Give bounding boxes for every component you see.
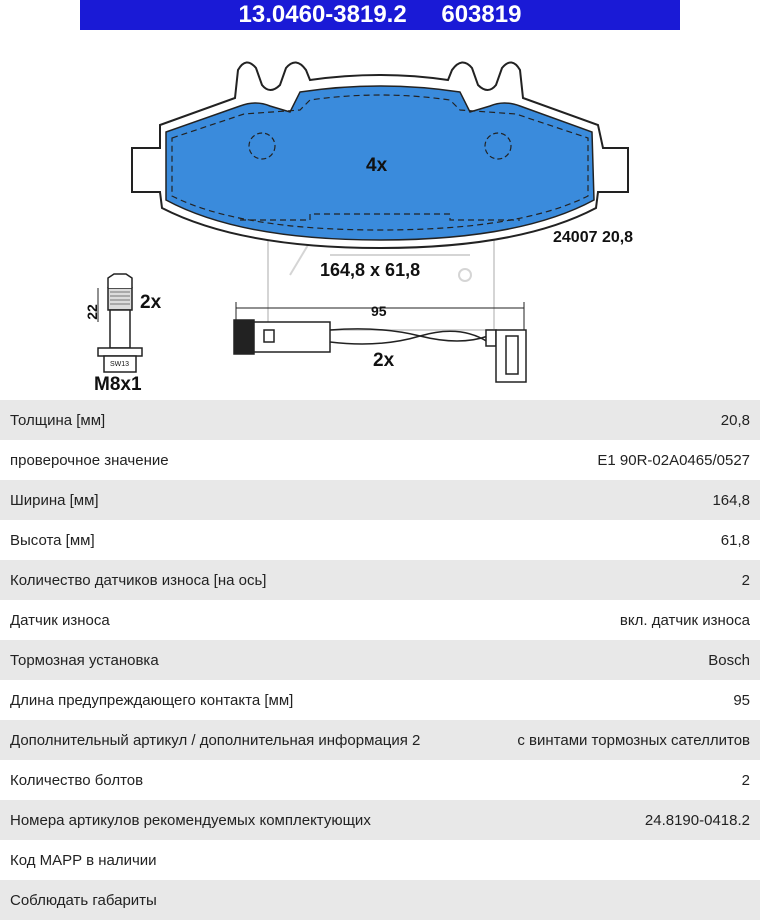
bolt-length-label: 22 — [83, 304, 100, 320]
bolt-thread-label: M8x1 — [94, 374, 142, 395]
spec-value: 164,8 — [479, 480, 760, 520]
table-row — [0, 760, 760, 800]
spec-label: Номера артикулов рекомендуемых комплектующих — [0, 800, 479, 840]
article-number: 603819 — [441, 1, 522, 28]
spec-label: Ширина [мм] — [0, 480, 479, 520]
spec-value: с винтами тормозных сателлитов — [479, 720, 760, 760]
spec-label: Высота [мм] — [0, 520, 479, 560]
specifications-table — [0, 400, 760, 920]
drawing-svg — [0, 30, 760, 400]
spec-label: Код MAPP в наличии — [0, 840, 479, 880]
table-row — [0, 800, 760, 840]
technical-drawing — [0, 30, 760, 400]
spec-value — [479, 880, 760, 920]
spec-label: Датчик износа — [0, 600, 479, 640]
spec-value: Bosch — [479, 640, 760, 680]
spec-value — [479, 840, 760, 880]
spec-value: вкл. датчик износа — [479, 600, 760, 640]
spec-label: Соблюдать габариты — [0, 880, 479, 920]
pad-dimensions-label: 164,8 x 61,8 — [320, 260, 421, 280]
table-row — [0, 720, 760, 760]
spec-label: Толщина [мм] — [0, 400, 479, 440]
table-row — [0, 520, 760, 560]
spec-value: 2 — [479, 760, 760, 800]
pad-quantity-label: 4x — [366, 155, 388, 176]
spec-value: 20,8 — [479, 400, 760, 440]
part-number: 13.0460-3819.2 — [238, 1, 407, 28]
spec-value: E1 90R-02A0465/0527 — [479, 440, 760, 480]
table-row — [0, 480, 760, 520]
spec-label: Дополнительный артикул / дополнительная информация 2 — [0, 720, 479, 760]
bolt-quantity-label: 2x — [140, 292, 162, 313]
product-header — [80, 0, 680, 30]
spec-label: проверочное значение — [0, 440, 479, 480]
bolt-drawing — [98, 274, 142, 372]
spec-label: Количество датчиков износа [на ось] — [0, 560, 479, 600]
table-row — [0, 560, 760, 600]
mounting-hole-right — [485, 133, 511, 159]
sensor-length-label: 95 — [371, 303, 387, 319]
table-row — [0, 640, 760, 680]
spec-label: Длина предупреждающего контакта [мм] — [0, 680, 479, 720]
spec-value: 61,8 — [479, 520, 760, 560]
table-row — [0, 880, 760, 920]
spec-label: Тормозная установка — [0, 640, 479, 680]
bolt-wrench-label: SW13 — [110, 361, 130, 368]
spec-value: 2 — [479, 560, 760, 600]
spec-value: 24.8190-0418.2 — [479, 800, 760, 840]
table-row — [0, 400, 760, 440]
table-row — [0, 680, 760, 720]
spec-value: 95 — [479, 680, 760, 720]
table-row — [0, 600, 760, 640]
table-row — [0, 440, 760, 480]
spec-label: Количество болтов — [0, 760, 479, 800]
table-row — [0, 840, 760, 880]
sensor-quantity-label: 2x — [373, 350, 395, 371]
mounting-hole-left — [249, 133, 275, 159]
pad-reference-label: 24007 20,8 — [553, 229, 634, 246]
